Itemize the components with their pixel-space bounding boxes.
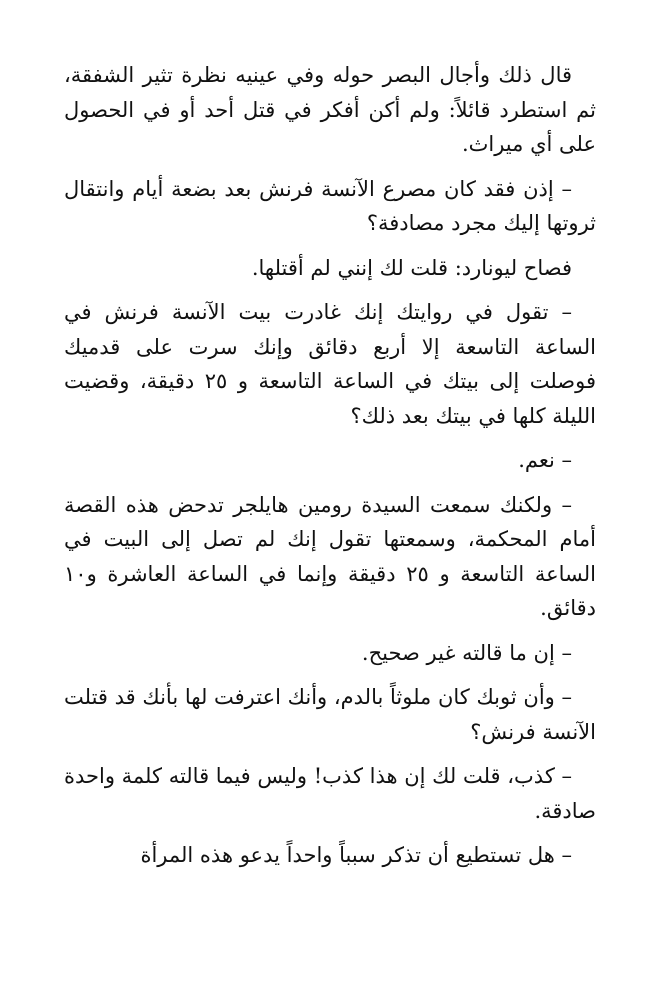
paragraph-8: – وأن ثوبك كان ملوثاً بالدم، وأنك اعترفت لها بأنك قد قتلت الآنسة فرنش؟ xyxy=(64,685,596,744)
paragraph-10: – هل تستطيع أن تذكر سبباً واحداً يدعو هذه المرأة xyxy=(140,843,572,867)
book-page xyxy=(64,58,596,883)
paragraph-9: – كذب، قلت لك إن هذا كذب! وليس فيما قالته كلمة واحدة صادقة. xyxy=(64,764,596,823)
paragraph-5: – نعم. xyxy=(518,448,572,472)
paragraph-4: – تقول في روايتك إنك غادرت بيت الآنسة فرنش في الساعة التاسعة إلا أربع دقائق وإنك سرت على قدميك فوصلت إلى بيتك في الساعة التاسعة و ٢٥ دقيقة، وقضيت الليلة كلها في بيتك بعد ذلك؟ xyxy=(64,300,597,428)
paragraph-7: – إن ما قالته غير صحيح. xyxy=(361,640,572,665)
paragraph-6: – ولكنك سمعت السيدة رومين هايلجر تدحض هذه القصة أمام المحكمة، وسمعتها تقول إنك لم تصل إلى البيت في الساعة التاسعة و ٢٥ دقيقة وإنما في الساعة العاشرة و١٠ دقائق. xyxy=(64,492,596,620)
paragraph-2: – إذن فقد كان مصرع الآنسة فرنش بعد بضعة أيام وانتقال ثروتها إليك مجرد مصادفة؟ xyxy=(64,176,596,235)
paragraph-3: فصاح ليونارد: قلت لك إنني لم أقتلها. xyxy=(251,255,572,280)
paragraph-1: قال ذلك وأجال البصر حوله وفي عينيه نظرة تثير الشفقة، ثم استطرد قائلاً: ولم أكن أفكر في قتل أحد أو في الحصول على أي ميراث. xyxy=(64,63,596,156)
